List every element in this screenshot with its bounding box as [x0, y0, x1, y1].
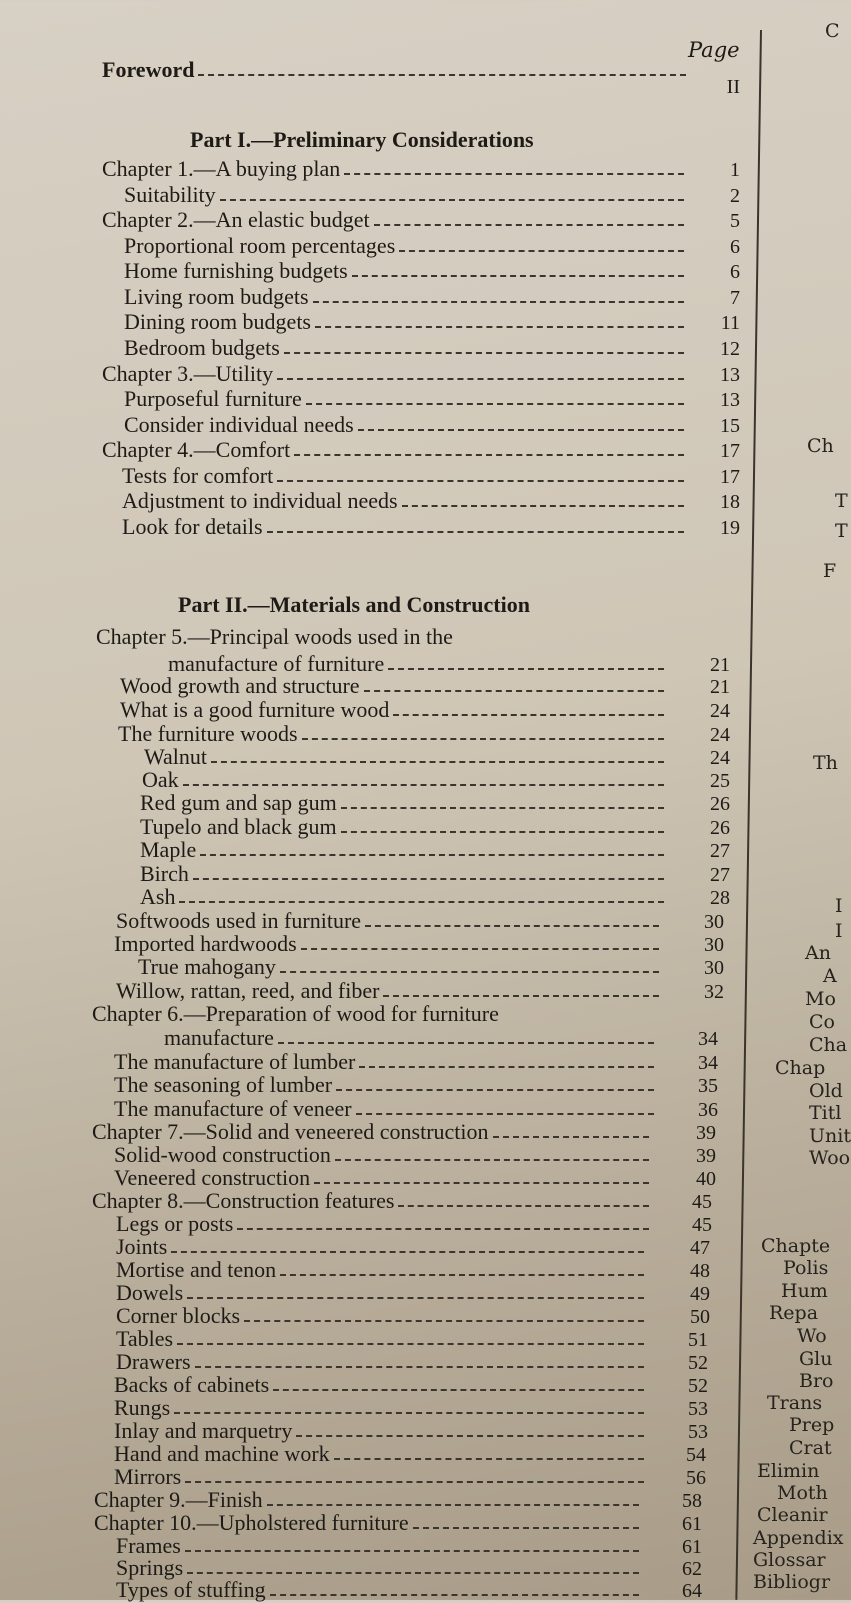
leader-dots	[358, 429, 684, 431]
toc-entry	[96, 625, 680, 649]
toc-entry-title: Bedroom budgets	[124, 335, 280, 360]
leader-dots	[211, 761, 664, 763]
toc-entry	[116, 909, 665, 933]
toc-entry	[114, 1419, 650, 1443]
leader-dots	[177, 1343, 644, 1345]
toc-page-number: 24	[710, 700, 730, 722]
leader-dots	[244, 1320, 644, 1322]
toc-entry	[102, 157, 690, 181]
toc-entry	[114, 1166, 655, 1190]
toc-page-number: 64	[682, 1580, 702, 1602]
toc-entry-title: Frames	[116, 1533, 181, 1558]
toc-entry	[114, 1050, 660, 1074]
toc-page-number: 19	[720, 517, 740, 539]
toc-entry-title: Chapter 4.—Comfort	[102, 437, 291, 462]
leader-dots	[313, 301, 684, 303]
toc-page-number: 45	[692, 1214, 712, 1236]
right-column-fragment: Glu	[799, 1348, 833, 1370]
toc-entry-title: Purposeful furniture	[124, 386, 302, 411]
toc-entry-title: The seasoning of lumber	[114, 1072, 333, 1097]
toc-entry-title: manufacture of furniture	[168, 651, 385, 676]
right-column-fragment: Woo	[809, 1147, 851, 1169]
toc-page-number: 50	[690, 1306, 710, 1328]
toc-page-number: 62	[682, 1558, 702, 1580]
toc-entry-title: Tables	[116, 1326, 174, 1351]
toc-page-number: 1	[730, 159, 740, 181]
toc-page-number: 21	[710, 654, 730, 676]
leader-dots	[198, 74, 686, 76]
toc-entry	[116, 1534, 645, 1558]
toc-entry-title: Solid-wood construction	[114, 1142, 331, 1167]
leader-dots	[393, 714, 664, 716]
leader-dots	[193, 878, 664, 880]
right-column-fragment: Cleanir	[757, 1504, 828, 1526]
toc-entry-title: Oak	[142, 767, 179, 792]
leader-dots	[280, 1274, 644, 1276]
right-column-fragment: Glossar	[753, 1549, 826, 1571]
right-column-cropped	[753, 0, 851, 1600]
toc-page-number: 30	[704, 934, 724, 956]
toc-page-number: 58	[682, 1490, 702, 1512]
toc-entry-title: The manufacture of veneer	[114, 1096, 352, 1121]
leader-dots	[270, 1594, 639, 1596]
toc-entry	[140, 791, 670, 815]
toc-page-number: 15	[720, 415, 740, 437]
toc-entry	[116, 1281, 650, 1305]
toc-entry	[124, 285, 690, 309]
toc-entry-title: Proportional room percentages	[124, 233, 396, 258]
toc-entry-title: Foreword	[102, 57, 195, 82]
right-column-fragment: Elimin	[757, 1460, 820, 1482]
toc-page-number: 27	[710, 864, 730, 886]
toc-page-number: 52	[688, 1375, 708, 1397]
toc-entry-title: The manufacture of lumber	[114, 1049, 356, 1074]
right-column-fragment: Mo	[805, 988, 836, 1010]
toc-entry	[102, 362, 690, 386]
leader-dots	[179, 901, 664, 903]
part-heading-1: Part I.—Preliminary Considerations	[190, 127, 534, 152]
toc-page-number: 32	[704, 981, 724, 1003]
leader-dots	[306, 403, 684, 405]
toc-entry-title: Look for details	[122, 514, 263, 539]
toc-entry-title: Imported hardwoods	[114, 931, 297, 956]
right-column-fragment: Wo	[797, 1325, 827, 1347]
toc-entry	[92, 1002, 665, 1026]
right-column-fragment: F	[823, 560, 837, 582]
right-column-fragment: Appendix	[753, 1527, 844, 1549]
toc-page-number: 6	[730, 261, 740, 283]
right-column-fragment: Cha	[809, 1034, 848, 1056]
right-column-fragment: Co	[809, 1011, 835, 1033]
right-column-fragment: Bro	[799, 1370, 834, 1392]
toc-entry-title: Types of stuffing	[116, 1577, 266, 1602]
toc-entry	[114, 1396, 650, 1420]
leader-dots	[200, 854, 664, 856]
toc-entry	[120, 698, 670, 722]
leader-dots	[296, 1435, 644, 1437]
leader-dots	[277, 378, 684, 380]
toc-entry-title: Home furnishing budgets	[124, 258, 348, 283]
toc-entry	[124, 234, 690, 258]
toc-page-number: 6	[730, 236, 740, 258]
toc-entry	[116, 1235, 650, 1259]
toc-entry	[116, 1578, 645, 1602]
toc-entry	[140, 815, 670, 839]
toc-page-number: 21	[710, 676, 730, 698]
toc-entry	[102, 438, 690, 462]
toc-page-number: II	[726, 76, 740, 98]
toc-page-number: 48	[690, 1260, 710, 1282]
toc-entry-title: Drawers	[116, 1349, 191, 1374]
toc-entry	[102, 208, 690, 232]
toc-page-number: 61	[682, 1513, 702, 1535]
toc-entry-title: Living room budgets	[124, 284, 309, 309]
toc-entry-title: Chapter 8.—Construction features	[92, 1188, 395, 1213]
right-column-fragment: Chapte	[761, 1235, 831, 1257]
toc-page-number: 30	[704, 911, 724, 933]
toc-entry-title: Dining room budgets	[124, 309, 311, 334]
right-column-fragment: Hum	[781, 1280, 828, 1302]
toc-entry-title: Maple	[140, 837, 197, 862]
toc-page-number: 25	[710, 770, 730, 792]
toc-entry-title: Chapter 1.—A buying plan	[102, 156, 341, 181]
toc-entry-title: Adjustment to individual needs	[122, 488, 398, 513]
right-column-fragment: Moth	[777, 1482, 828, 1504]
toc-entry	[124, 413, 690, 437]
leader-dots	[364, 690, 664, 692]
right-column-fragment: Ch	[807, 435, 834, 457]
toc-page-number: 54	[686, 1444, 706, 1466]
toc-entry	[116, 1304, 650, 1328]
toc-entry-title: Softwoods used in furniture	[116, 908, 362, 933]
leader-dots	[278, 1042, 654, 1044]
toc-entry	[120, 674, 670, 698]
toc-page-number: 34	[698, 1052, 718, 1074]
toc-page-number: 7	[730, 287, 740, 309]
toc-entry	[124, 387, 690, 411]
toc-entry-title: Walnut	[144, 744, 207, 769]
toc-entry	[114, 1097, 660, 1121]
toc-entry	[114, 1073, 660, 1097]
leader-dots	[267, 1504, 639, 1506]
leader-dots	[187, 1572, 639, 1574]
leader-dots	[374, 224, 684, 226]
leader-dots	[344, 173, 684, 175]
toc-entry-title: Backs of cabinets	[114, 1372, 270, 1397]
leader-dots	[273, 1389, 644, 1391]
toc-entry-title: Hand and machine work	[114, 1441, 330, 1466]
toc-entry	[94, 1511, 645, 1535]
right-column-fragment: Old	[809, 1080, 843, 1102]
toc-page-number: 52	[688, 1352, 708, 1374]
leader-dots	[183, 784, 664, 786]
leader-dots	[341, 831, 664, 833]
leader-dots	[334, 1458, 644, 1460]
toc-page-number: 53	[688, 1398, 708, 1420]
toc-entry-title: Willow, rattan, reed, and fiber	[116, 978, 380, 1003]
toc-entry	[138, 955, 665, 979]
leader-dots	[335, 1159, 649, 1161]
toc-page-number: 27	[710, 840, 730, 862]
leader-dots	[398, 1205, 649, 1207]
leader-dots	[280, 971, 659, 973]
leader-dots	[174, 1412, 644, 1414]
toc-page-number: 61	[682, 1536, 702, 1558]
toc-entry	[116, 1327, 650, 1351]
leader-dots	[302, 738, 664, 740]
toc-page-number: 30	[704, 957, 724, 979]
toc-entry	[122, 464, 690, 488]
toc-page-number: 28	[710, 887, 730, 909]
right-column-fragment: An	[805, 942, 831, 964]
right-column-fragment: Repa	[769, 1302, 819, 1324]
leader-dots	[185, 1550, 639, 1552]
toc-entry-title: Joints	[116, 1234, 168, 1259]
toc-page-number: 24	[710, 724, 730, 746]
toc-entry	[94, 1488, 645, 1512]
toc-entry-title: Chapter 9.—Finish	[94, 1487, 263, 1512]
leader-dots	[267, 531, 684, 533]
toc-page-number: 51	[688, 1329, 708, 1351]
leader-dots	[365, 925, 659, 927]
toc-entry	[164, 1026, 660, 1050]
leader-dots	[294, 454, 684, 456]
leader-dots	[402, 505, 684, 507]
toc-entry	[92, 1120, 655, 1144]
toc-page-number: 26	[710, 817, 730, 839]
right-column-fragment: I	[835, 920, 843, 942]
toc-entry-title: Tests for comfort	[122, 463, 274, 488]
toc-entry	[92, 1189, 655, 1213]
leader-dots	[277, 480, 684, 482]
toc-page-number: 53	[688, 1421, 708, 1443]
toc-entry-title: Birch	[140, 861, 189, 886]
toc-entry	[116, 1212, 655, 1236]
toc-entry	[142, 768, 670, 792]
toc-entry	[114, 1465, 650, 1489]
right-column-fragment: Titl	[809, 1102, 842, 1124]
toc-entry-foreword	[102, 58, 692, 82]
toc-entry-title: Wood growth and structure	[120, 673, 360, 698]
toc-entry	[116, 1350, 650, 1374]
toc-entry	[122, 489, 690, 513]
page-column-header: Page	[688, 38, 740, 62]
toc-entry-title: Chapter 7.—Solid and veneered construction	[92, 1119, 489, 1144]
right-column-fragment: T	[835, 490, 848, 512]
leader-dots	[314, 1182, 649, 1184]
leader-dots	[284, 352, 684, 354]
toc-page-number: 26	[710, 793, 730, 815]
toc-page-number: 2	[730, 185, 740, 207]
toc-entry	[116, 1258, 650, 1282]
toc-entry-title: Chapter 5.—Principal woods used in the	[96, 624, 453, 649]
right-column-fragment: I	[835, 895, 843, 917]
leader-dots	[413, 1527, 639, 1529]
toc-page-number: 45	[692, 1191, 712, 1213]
toc-entry	[118, 722, 670, 746]
leader-dots	[187, 1297, 644, 1299]
toc-entry-title: Consider individual needs	[124, 412, 354, 437]
toc-page-number: 18	[720, 491, 740, 513]
right-column-fragment: Crat	[789, 1437, 832, 1459]
right-column-fragment: Th	[813, 752, 838, 774]
right-column-fragment: C	[825, 20, 840, 42]
leader-dots	[359, 1066, 654, 1068]
toc-entry-title: Legs or posts	[116, 1211, 234, 1236]
toc-entry	[114, 1442, 650, 1466]
toc-page-number: 24	[710, 747, 730, 769]
leader-dots	[195, 1366, 644, 1368]
toc-entry-title: Tupelo and black gum	[140, 814, 337, 839]
toc-page-number: 34	[698, 1028, 718, 1050]
toc-entry	[114, 1143, 655, 1167]
toc-entry-title: Ash	[140, 884, 176, 909]
toc-entry	[144, 745, 670, 769]
leader-dots	[171, 1251, 644, 1253]
toc-page-number: 56	[686, 1467, 706, 1489]
toc-entry-title: Mortise and tenon	[116, 1257, 277, 1282]
toc-entry-title: True mahogany	[138, 954, 276, 979]
leader-dots	[388, 668, 664, 670]
toc-page-number: 12	[720, 338, 740, 360]
toc-entry-title: Veneered construction	[114, 1165, 311, 1190]
right-column-fragment: Prep	[789, 1414, 835, 1436]
toc-entry-title: Chapter 6.—Preparation of wood for furniture	[92, 1001, 499, 1026]
toc-page-number: 49	[690, 1283, 710, 1305]
toc-entry	[124, 336, 690, 360]
toc-entry-title: Inlay and marquetry	[114, 1418, 293, 1443]
toc-page-number: 13	[720, 389, 740, 411]
toc-entry-title: Rungs	[114, 1395, 171, 1420]
toc-page-number: 17	[720, 440, 740, 462]
toc-page-number: 5	[730, 210, 740, 232]
leader-dots	[493, 1136, 649, 1138]
leader-dots	[336, 1089, 654, 1091]
toc-page-number: 47	[690, 1237, 710, 1259]
leader-dots	[352, 275, 684, 277]
toc-entry-title: Suitability	[124, 182, 216, 207]
right-column-fragment: Chap	[775, 1057, 826, 1079]
leader-dots	[185, 1481, 644, 1483]
leader-dots	[356, 1113, 654, 1115]
toc-entry-title: Chapter 2.—An elastic budget	[102, 207, 370, 232]
leader-dots	[301, 948, 659, 950]
toc-entry	[124, 183, 690, 207]
toc-entry-title: Chapter 3.—Utility	[102, 361, 274, 386]
toc-entry	[140, 838, 670, 862]
right-column-fragment: A	[823, 965, 837, 987]
toc-entry	[124, 310, 690, 334]
toc-entry-title: manufacture	[164, 1025, 274, 1050]
toc-page-number: 39	[696, 1145, 716, 1167]
toc-entry-title: Mirrors	[114, 1464, 182, 1489]
toc-entry-title: What is a good furniture wood	[120, 697, 390, 722]
toc-entry-title: Chapter 10.—Upholstered furniture	[94, 1510, 409, 1535]
right-column-fragment: Bibliogr	[753, 1571, 831, 1593]
toc-entry	[140, 862, 670, 886]
leader-dots	[315, 326, 684, 328]
toc-entry-title: Red gum and sap gum	[140, 790, 337, 815]
toc-page-number: 11	[720, 312, 740, 334]
toc-entry-title: Springs	[116, 1555, 184, 1580]
toc-page-number: 39	[696, 1122, 716, 1144]
right-column-fragment: Polis	[783, 1257, 829, 1279]
right-column-fragment: Unit	[809, 1125, 851, 1147]
part-heading-2: Part II.—Materials and Construction	[178, 592, 530, 617]
leader-dots	[383, 995, 659, 997]
leader-dots	[237, 1228, 649, 1230]
leader-dots	[341, 807, 664, 809]
toc-entry	[122, 515, 690, 539]
toc-entry-title: The furniture woods	[118, 721, 298, 746]
toc-entry-title: Corner blocks	[116, 1303, 241, 1328]
leader-dots	[220, 199, 684, 201]
toc-entry	[116, 979, 665, 1003]
toc-entry	[140, 885, 670, 909]
toc-page-number: 36	[698, 1099, 718, 1121]
toc-page-number: 13	[720, 364, 740, 386]
leader-dots	[399, 250, 684, 252]
toc-entry	[114, 1373, 650, 1397]
toc-page-number: 17	[720, 466, 740, 488]
toc-page-number: 40	[696, 1168, 716, 1190]
toc-page-number: 35	[698, 1075, 718, 1097]
right-column-fragment: T	[835, 520, 848, 542]
toc-entry-title: Dowels	[116, 1280, 184, 1305]
toc-entry	[124, 259, 690, 283]
right-column-fragment: Trans	[767, 1392, 823, 1414]
toc-entry	[114, 932, 665, 956]
